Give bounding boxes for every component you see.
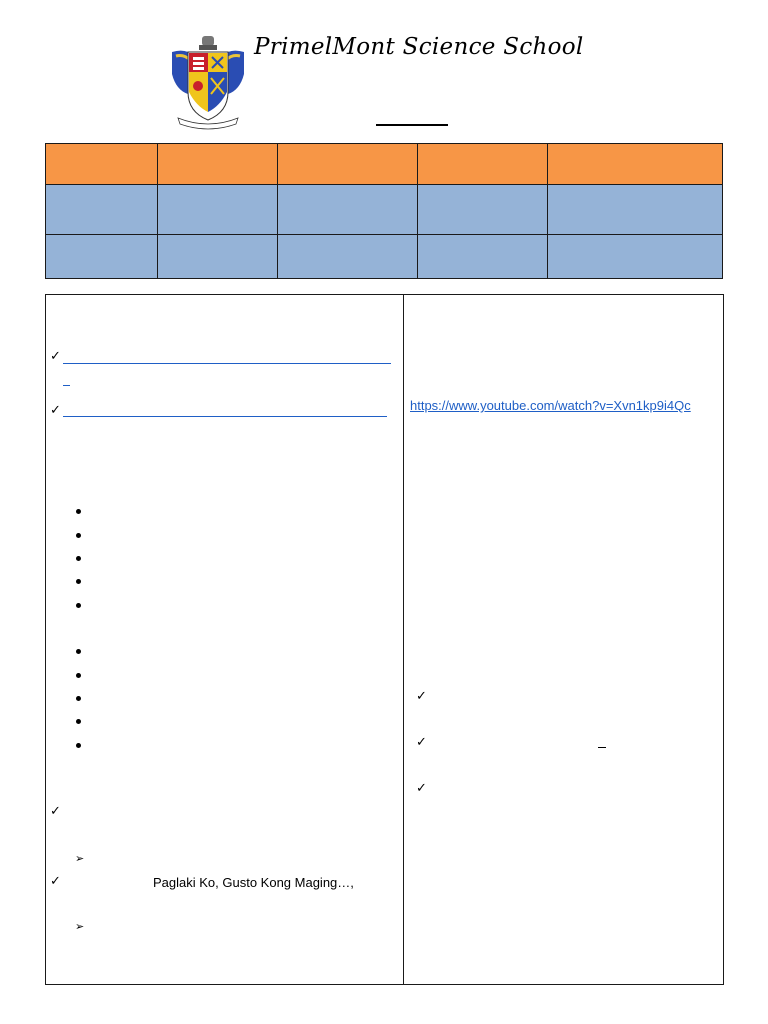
bullet-icon bbox=[76, 556, 81, 561]
check-icon: ✓ bbox=[416, 688, 427, 703]
table-cell[interactable] bbox=[46, 235, 158, 279]
table-row bbox=[46, 235, 723, 279]
bullet-icon bbox=[76, 579, 81, 584]
hyperlink-underline[interactable] bbox=[63, 363, 391, 364]
school-name: PrimelMont Science School bbox=[254, 34, 584, 60]
table-header-cell bbox=[418, 144, 548, 185]
column-divider bbox=[403, 295, 404, 984]
table-cell[interactable] bbox=[418, 185, 548, 235]
hyperlink-underline[interactable] bbox=[63, 385, 70, 386]
bullet-icon bbox=[76, 743, 81, 748]
check-icon: ✓ bbox=[50, 803, 61, 818]
check-icon: ✓ bbox=[416, 734, 427, 749]
check-icon: ✓ bbox=[416, 780, 427, 795]
table-cell[interactable] bbox=[548, 185, 723, 235]
school-crest-logo bbox=[168, 34, 248, 130]
table-header-cell bbox=[158, 144, 278, 185]
info-table bbox=[45, 143, 723, 279]
bullet-icon bbox=[76, 649, 81, 654]
arrow-bullet-icon: ➢ bbox=[75, 921, 85, 933]
title-underline bbox=[376, 124, 448, 126]
table-header-row bbox=[46, 144, 723, 185]
lesson-title: Paglaki Ko, Gusto Kong Maging…, bbox=[153, 875, 354, 890]
table-cell[interactable] bbox=[278, 235, 418, 279]
youtube-link[interactable]: https://www.youtube.com/watch?v=Xvn1kp9i4Qc bbox=[410, 398, 691, 413]
table-header-cell bbox=[548, 144, 723, 185]
check-icon: ✓ bbox=[50, 402, 61, 417]
bullet-icon bbox=[76, 509, 81, 514]
lesson-panel bbox=[45, 294, 724, 985]
bullet-icon bbox=[76, 719, 81, 724]
check-icon: ✓ bbox=[50, 348, 61, 363]
table-cell[interactable] bbox=[158, 185, 278, 235]
arrow-bullet-icon: ➢ bbox=[75, 853, 85, 865]
table-cell[interactable] bbox=[46, 185, 158, 235]
table-header-cell bbox=[46, 144, 158, 185]
table-cell[interactable] bbox=[418, 235, 548, 279]
table-header-cell bbox=[278, 144, 418, 185]
table-cell[interactable] bbox=[548, 235, 723, 279]
hyperlink-underline[interactable] bbox=[63, 416, 387, 417]
bullet-icon bbox=[76, 533, 81, 538]
dash-mark bbox=[598, 747, 606, 748]
check-icon: ✓ bbox=[50, 873, 61, 888]
bullet-icon bbox=[76, 603, 81, 608]
bullet-icon bbox=[76, 696, 81, 701]
table-cell[interactable] bbox=[158, 235, 278, 279]
bullet-icon bbox=[76, 673, 81, 678]
table-cell[interactable] bbox=[278, 185, 418, 235]
table-row bbox=[46, 185, 723, 235]
